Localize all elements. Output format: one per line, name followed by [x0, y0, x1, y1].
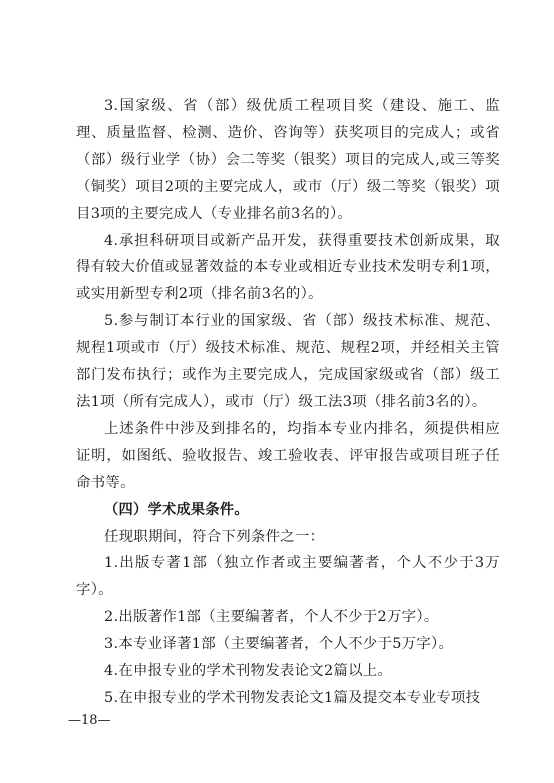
paragraph-ranking-note: 上述条件中涉及到排名的，均指本专业内排名，须提供相应证明，如图纸、验收报告、竣工验收表、评审报告或项目班子任命书等。 — [76, 420, 500, 491]
document-body — [76, 93, 500, 712]
section-intro: 任现职期间，符合下列条件之一： — [104, 528, 325, 545]
list-item: 2.出版著作1部（主要编著者，个人不少于2万字）。 — [104, 609, 439, 626]
list-item: 3.本专业译著1部（主要编著者，个人不少于5万字）。 — [104, 636, 454, 653]
paragraph-item-3: 3.国家级、省（部）级优质工程项目奖（建设、施工、监理、质量监督、检测、造价、咨询等）获奖项目的完成人；或省（部）级行业学（协）会二等奖（银奖）项目的完成人,或三等奖（铜奖）项目2项的主要完成人，或市（厅）级二等奖（银奖）项目3项的主要完成人（专业排名前3名的）。 — [76, 98, 500, 222]
page-number: —18— — [68, 713, 111, 728]
list-item: 4.在申报专业的学术刊物发表论文2篇以上。 — [104, 663, 393, 680]
list-item: 5.在申报专业的学术刊物发表论文1篇及提交本专业专项技 — [104, 689, 481, 706]
paragraph-item-5: 5.参与制订本行业的国家级、省（部）级技术标准、规范、规程1项或市（厅）级技术标准、规范、规程2项，并经相关主管部门发布执行；或作为主要完成人，完成国家级或省（部）级工法1项（所有完成人），或市（厅）级工法3项（排名前3名的）。 — [76, 313, 500, 410]
paragraph-item-4: 4.承担科研项目或新产品开发，获得重要技术创新成果，取得有较大价值或显著效益的本专业或相近专业技术发明专利1项，或实用新型专利2项（排名前3名的）。 — [76, 232, 500, 303]
section-heading: （四）学术成果条件。 — [104, 501, 249, 518]
list-item: 1.出版专著1部（独立作者或主要编著者，个人不少于3万字）。 — [76, 555, 500, 599]
